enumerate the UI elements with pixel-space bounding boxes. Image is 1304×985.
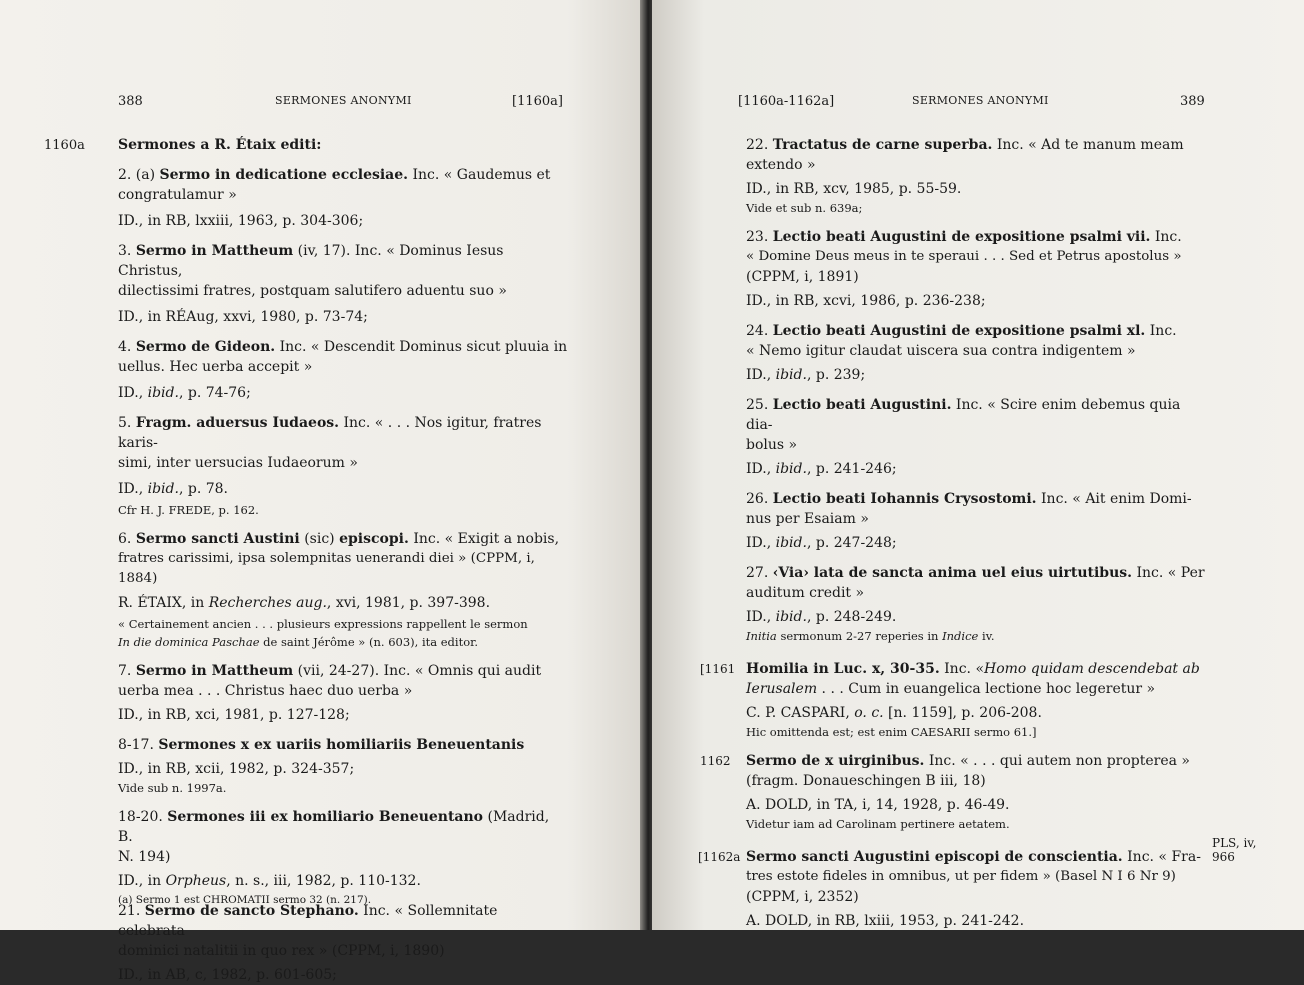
entry-1161: [1161 Homilia in Luc. x, 30-35. Inc. «Homo quidam descendebat ab Ierusalem . . . Cum in euangelica lectione hoc legeretur » C. P. CASPARI, o. c. [n. 1159], p. 206-208. Hic omittenda est; est enim CAESARII sermo 61.] — [700, 661, 1200, 739]
running-title: SERMONES ANONYMI — [912, 94, 1049, 107]
entry-8-17: 8-17. Sermones x ex uariis homiliariis Beneuentanis ID., in RB, xcii, 1982, p. 324-357; Vide sub n. 1997a. — [118, 737, 525, 795]
margin-number: [1161 — [700, 662, 736, 676]
entry-3: 3. Sermo in Mattheum (iv, 17). Inc. « Dominus Iesus Christus, dilectissimi fratres, postquam salutifero aduentu suo » ID., in RÉAug, xxvi, 1980, p. 73-74; — [118, 243, 507, 325]
section-ref: [1160a] — [512, 94, 563, 109]
entry-21: 21. Sermo de sancto Stephano. Inc. « Sollemnitate celebrata dominici natalitii in quo rex » (CPPM, i, 1890) ID., in AB, c, 1982, p. 601-605; — [118, 903, 498, 983]
page-number: 388 — [118, 94, 143, 109]
footnote: (a) Sermo 1 est CHROMATII sermo 32 (n. 217). — [118, 894, 372, 906]
section-heading: Sermones a R. Étaix editi: — [118, 137, 322, 153]
page-number: 389 — [1180, 94, 1205, 109]
entry-22: 22. Tractatus de carne superba. Inc. « Ad te manum meam extendo » ID., in RB, xcv, 1985, p. 55-59. Vide et sub n. 639a; — [746, 137, 1184, 215]
section-ref: [1160a-1162a] — [738, 94, 835, 109]
left-page — [0, 0, 645, 983]
pls-reference: PLS, iv, 966 — [1212, 836, 1257, 864]
entry-27: 27. ‹Via› lata de sancta anima uel eius uirtutibus. Inc. « Per auditum credit » ID., ibid., p. 248-249. Initia sermonum 2-27 reperies in Indice iv. — [746, 565, 1205, 643]
right-page — [652, 0, 1304, 930]
entry-5: 5. Fragm. aduersus Iudaeos. Inc. « . . . Nos igitur, fratres karis- simi, inter uersucias Iudaeorum » ID., ibid., p. 78. Cfr H. J. FREDE, p. 162. — [118, 415, 542, 517]
margin-number: [1162a — [698, 850, 741, 864]
right-body — [698, 135, 1206, 931]
margin-number: 1160a — [44, 138, 85, 153]
entry-24: 24. Lectio beati Augustini de expositione psalmi xl. Inc. « Nemo igitur claudat uiscera sua contra indigentem » ID., ibid., p. 239; — [746, 323, 1177, 383]
entry-6: 6. Sermo sancti Austini (sic) episcopi. Inc. « Exigit a nobis, fratres carissimi, ipsa solempnitas uenerandi diei » (CPPM, i, 1884) R. ÉTAIX, in Recherches aug., xvi, 1981, p. 397-398. « Certainement ancien . . . plusieurs expressions rappellent le sermon In die dominica Paschae de saint Jérôme » (n. 603), ita editor. — [118, 531, 560, 649]
left-body — [118, 135, 568, 985]
entry-2: 2. (a) Sermo in dedicatione ecclesiae. Inc. « Gaudemus et congratulamur » ID., in RB, lxxiii, 1963, p. 304-306; — [118, 167, 551, 229]
entry-4: 4. Sermo de Gideon. Inc. « Descendit Dominus sicut pluuia in uellus. Hec uerba accepit » ID., ibid., p. 74-76; — [118, 339, 568, 401]
entry-7: 7. Sermo in Mattheum (vii, 24-27). Inc. « Omnis qui audit uerba mea . . . Christus haec duo uerba » ID., in RB, xci, 1981, p. 127-128; — [118, 663, 542, 723]
entry-23: 23. Lectio beati Augustini de expositione psalmi vii. Inc. « Domine Deus meus in te speraui . . . Sed et Petrus apostolus » (CPPM, i, 1891) ID., in RB, xcvi, 1986, p. 236-238; — [746, 229, 1182, 309]
entry-26: 26. Lectio beati Iohannis Crysostomi. Inc. « Ait enim Domi- nus per Esaiam » ID., ibid., p. 247-248; — [746, 491, 1192, 551]
entry-1162a: [1162a Sermo sancti Augustini episcopi de conscientia. Inc. « Fra- tres estote fideles in omnibus, ut per fidem » (Basel N I 6 Nr 9) (CPPM, i, 2352) A. DOLD, in RB, lxiii, 1953, p. 241-242. — [698, 849, 1201, 929]
margin-number: 1162 — [700, 754, 731, 768]
entry-18-20: 18-20. Sermones iii ex homiliario Beneuentano (Madrid, B. N. 194) ID., in Orpheus, n. s., iii, 1982, p. 110-132. — [118, 809, 550, 889]
running-title: SERMONES ANONYMI — [275, 94, 412, 107]
entry-25: 25. Lectio beati Augustini. Inc. « Scire enim debemus quia dia- bolus » ID., ibid., p. 241-246; — [746, 397, 1181, 477]
entry-1162: 1162 Sermo de x uirginibus. Inc. « . . . qui autem non propterea » (fragm. Donaueschingen B iii, 18) A. DOLD, in TA, i, 14, 1928, p. 46-49. Videtur iam ad Carolinam pertinere aetatem. — [700, 753, 1190, 831]
